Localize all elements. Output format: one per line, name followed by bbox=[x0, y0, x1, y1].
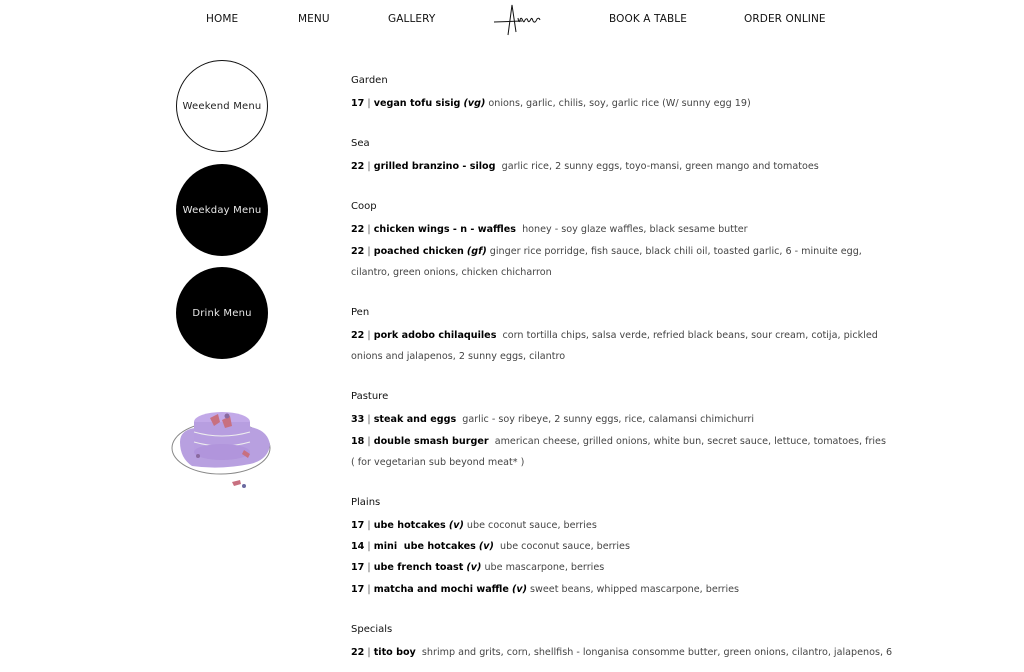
section-title-specials: Specials bbox=[351, 623, 393, 635]
menu-item-continuation: onions and jalapenos, 2 sunny eggs, cilantro bbox=[351, 351, 566, 363]
nav-order-online[interactable]: ORDER ONLINE bbox=[744, 13, 826, 25]
menu-item: 17 | ube hotcakes (v) ube coconut sauce, berries bbox=[351, 520, 597, 532]
nav-gallery[interactable]: GALLERY bbox=[388, 13, 436, 25]
section-title-plains: Plains bbox=[351, 497, 381, 509]
menu-item: 22 | tito boy shrimp and grits, corn, shellfish - longanisa consomme butter, green onions, cilantro, jalapenos, 6 bbox=[351, 646, 893, 658]
menu-item: 33 | steak and eggs garlic - soy ribeye, 2 sunny eggs, rice, calamansi chimichurri bbox=[351, 414, 754, 426]
section-title-pen: Pen bbox=[351, 307, 370, 319]
menu-item-continuation: cilantro, green onions, chicken chicharron bbox=[351, 266, 552, 278]
weekday-menu-button[interactable]: Weekday Menu bbox=[176, 164, 268, 256]
menu-item: 17 | matcha and mochi waffle (v) sweet beans, whipped mascarpone, berries bbox=[351, 583, 740, 595]
menu-item: 22 | chicken wings - n - waffles honey - soy glaze waffles, black sesame butter bbox=[351, 224, 748, 236]
section-title-coop: Coop bbox=[351, 201, 377, 213]
weekend-menu-button[interactable]: Weekend Menu bbox=[176, 60, 268, 152]
top-nav bbox=[0, 0, 1024, 40]
section-title-garden: Garden bbox=[351, 75, 388, 86]
menu-item: 22 | pork adobo chilaquiles corn tortilla chips, salsa verde, refried black beans, sour cream, cotija, pickled bbox=[351, 330, 878, 342]
section-title-pasture: Pasture bbox=[351, 391, 389, 403]
drink-menu-button[interactable]: Drink Menu bbox=[176, 267, 268, 359]
ube-hotcakes-illustration bbox=[170, 400, 274, 492]
menu-item: 14 | mini ube hotcakes (v) ube coconut sauce, berries bbox=[351, 541, 630, 553]
nav-home[interactable]: HOME bbox=[206, 13, 239, 25]
nav-menu[interactable]: MENU bbox=[298, 13, 330, 25]
logo-signature-icon bbox=[490, 2, 546, 38]
menu-item: 22 | poached chicken (gf) ginger rice porridge, fish sauce, black chili oil, toasted garlic, 6 - minuite egg, bbox=[351, 245, 862, 257]
menu-item: 22 | grilled branzino - silog garlic rice, 2 sunny eggs, toyo-mansi, green mango and tomatoes bbox=[351, 161, 819, 173]
hotcakes-icon bbox=[170, 400, 274, 492]
menu-item-continuation: ( for vegetarian sub beyond meat* ) bbox=[351, 456, 525, 468]
menu-item: 18 | double smash burger american cheese, grilled onions, white bun, secret sauce, lettuce, tomatoes, fries bbox=[351, 435, 886, 447]
menu-item: 17 | vegan tofu sisig (vg) onions, garlic, chilis, soy, garlic rice (W/ sunny egg 19) bbox=[351, 98, 751, 109]
section-title-sea: Sea bbox=[351, 138, 370, 150]
logo[interactable] bbox=[490, 2, 546, 38]
menu-content bbox=[351, 72, 893, 663]
menu-item: 17 | ube french toast (v) ube mascarpone, berries bbox=[351, 562, 605, 574]
nav-book-a-table[interactable]: BOOK A TABLE bbox=[609, 13, 687, 25]
